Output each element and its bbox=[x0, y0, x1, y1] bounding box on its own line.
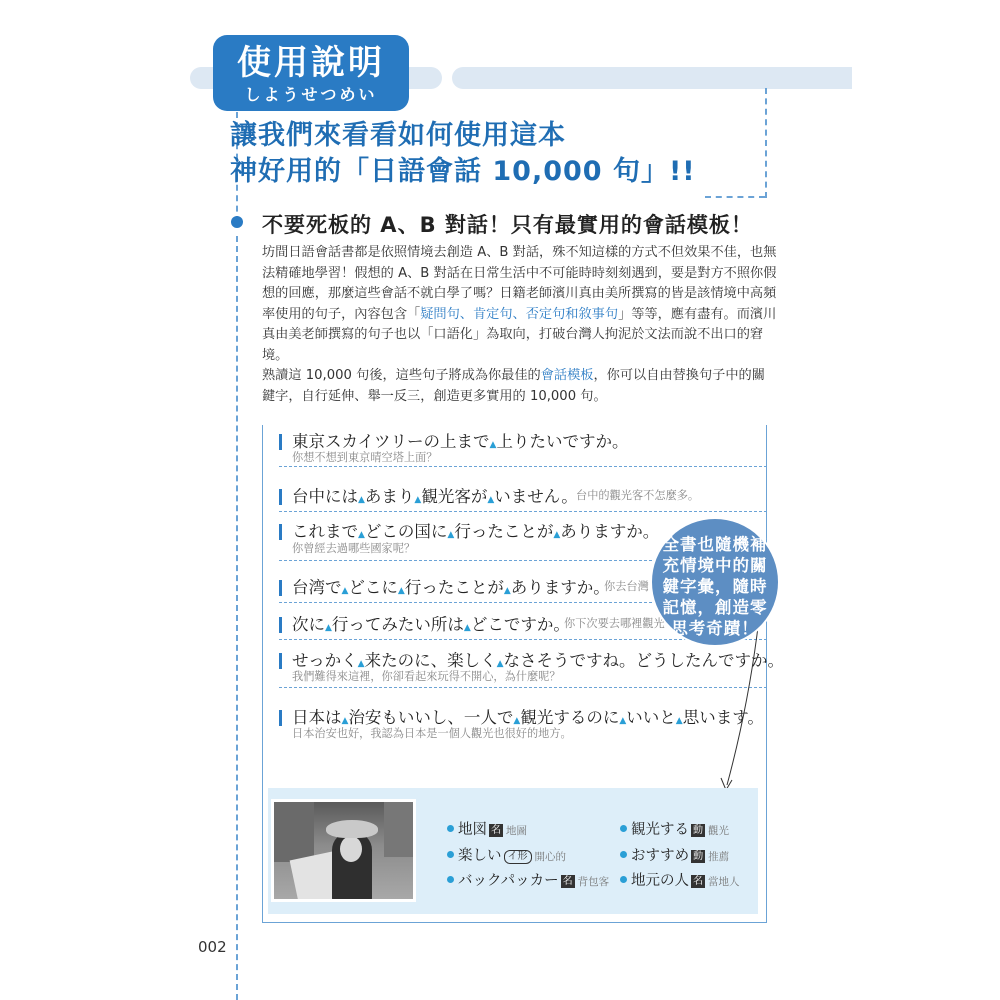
example-row bbox=[279, 428, 767, 468]
row-marker bbox=[279, 617, 282, 633]
deco-dashed-line bbox=[765, 88, 767, 198]
vocab-item bbox=[458, 818, 527, 839]
vocab-bullet-icon bbox=[620, 876, 627, 883]
triangle-marker-icon: ▲ bbox=[675, 716, 683, 726]
highlight-text: 疑問句、肯定句、否定句和敘事句 bbox=[420, 306, 619, 322]
triangle-marker-icon: ▲ bbox=[341, 716, 349, 726]
vocab-word: 観光する bbox=[631, 822, 689, 838]
vocab-word: 地元の人 bbox=[631, 873, 689, 889]
triangle-marker-icon: ▲ bbox=[447, 530, 455, 540]
paragraph-text: 坊間日語會話書都是依照情境去創造 A、B 對話，殊不知這樣的方式不但效果不佳，也無法精確地學習！假想的 A、B 對話在日常生活中不可能時時刻刻遇到，要是對方不照你假想的回應，那麼這些會話不就白學了嗎？日籍老師濱川真由美所撰寫的皆是該情境中高頻率使用的句子，內容包含「 bbox=[262, 245, 777, 322]
vocab-bullet-icon bbox=[447, 825, 454, 832]
vocab-bullet-icon bbox=[620, 825, 627, 832]
header-bar-right bbox=[452, 67, 852, 89]
paragraph-2 bbox=[262, 366, 777, 407]
vocab-item bbox=[631, 844, 729, 865]
pos-tag: 名 bbox=[491, 825, 501, 836]
example-zh: 台中的觀光客不怎麼多。 bbox=[576, 489, 700, 502]
paragraph-text: ，你可以自由替換句子中的關鍵字，自行延伸、舉一反三，創造更多實用的 10,000 句。 bbox=[262, 368, 765, 404]
example-jp: 次に▲行ってみたい所は▲どこですか。 bbox=[292, 615, 570, 634]
vocab-word: バックパッカー bbox=[458, 873, 559, 889]
example-jp: せっかく▲来たのに、楽しく▲なさそうですね。どうしたんですか。 bbox=[292, 651, 785, 670]
row-divider bbox=[279, 466, 767, 467]
page-subtitle: しようせつめい bbox=[244, 85, 378, 104]
example-zh: 你曾經去過哪些國家呢？ bbox=[292, 542, 416, 555]
row-marker bbox=[279, 434, 282, 450]
headline-line-1: 讓我們來看看如何使用這本 bbox=[230, 120, 566, 151]
vocab-item bbox=[631, 869, 740, 890]
vocab-bullet-icon bbox=[447, 851, 454, 858]
paragraph-text: 」等等，應有盡有。而濱川真由美老師撰寫的句子也以「口語化」為取向，打破台灣人拘泥於文法而說不出口的窘境。 bbox=[262, 306, 777, 363]
paragraph-1 bbox=[262, 243, 777, 366]
example-row bbox=[279, 704, 767, 744]
row-marker bbox=[279, 653, 282, 669]
vocab-gloss: 推薦 bbox=[708, 851, 730, 863]
bubble-line: 思考奇蹟！ bbox=[671, 619, 759, 638]
row-marker bbox=[279, 710, 282, 726]
page-title: 使用說明 bbox=[237, 43, 385, 83]
vocab-word: おすすめ bbox=[631, 848, 690, 864]
vocab-word: 楽しい bbox=[458, 848, 502, 864]
pos-tag: 名 bbox=[693, 876, 703, 887]
example-jp: 東京スカイツリーの上まで▲上りたいですか。 bbox=[292, 432, 629, 451]
bubble-line: 記憶，創造零 bbox=[662, 598, 768, 617]
triangle-marker-icon: ▲ bbox=[496, 659, 504, 669]
row-marker bbox=[279, 489, 282, 505]
example-row bbox=[279, 483, 767, 513]
vocab-item bbox=[631, 818, 729, 839]
triangle-marker-icon: ▲ bbox=[487, 495, 495, 505]
body-text bbox=[262, 243, 777, 407]
traveler-photo bbox=[271, 799, 416, 902]
example-jp: 日本は▲治安もいいし、一人で▲観光するのに▲いいと▲思います。 bbox=[292, 708, 764, 727]
bubble-line: 充情境中的關 bbox=[662, 556, 768, 575]
triangle-marker-icon: ▲ bbox=[513, 716, 521, 726]
triangle-marker-icon: ▲ bbox=[503, 586, 511, 596]
vocab-item bbox=[458, 844, 566, 865]
example-zh: 我們難得來這裡，你卻看起來玩得不開心，為什麼呢？ bbox=[292, 670, 561, 683]
triangle-marker-icon: ▲ bbox=[619, 716, 627, 726]
pos-tag: 名 bbox=[562, 876, 573, 887]
row-marker bbox=[279, 524, 282, 540]
bullet-dot-icon bbox=[231, 216, 243, 228]
triangle-marker-icon: ▲ bbox=[341, 586, 349, 596]
vocab-bullet-icon bbox=[620, 851, 627, 858]
page-number: 002 bbox=[198, 938, 227, 956]
example-zh: 你想不想到東京晴空塔上面？ bbox=[292, 451, 438, 464]
tip-bubble bbox=[650, 517, 780, 647]
example-jp: 台湾で▲どこに▲行ったことが▲ありますか。 bbox=[292, 578, 610, 597]
vocab-gloss: 背包客 bbox=[577, 876, 610, 888]
deco-dashed-line bbox=[236, 236, 238, 1000]
triangle-marker-icon: ▲ bbox=[553, 530, 561, 540]
triangle-marker-icon: ▲ bbox=[325, 623, 332, 633]
pos-tag: イ形 bbox=[504, 850, 532, 864]
vocab-gloss: 開心的 bbox=[534, 851, 566, 863]
row-divider bbox=[279, 511, 767, 512]
triangle-marker-icon: ▲ bbox=[358, 530, 365, 540]
vocab-item bbox=[458, 869, 609, 890]
vocab-bullet-icon bbox=[447, 876, 454, 883]
bubble-line: 鍵字彙，隨時 bbox=[662, 577, 768, 596]
bubble-line: 全書也隨機補 bbox=[662, 535, 768, 554]
example-zh: 你下次要去哪裡觀光 bbox=[564, 617, 665, 630]
example-row bbox=[279, 647, 785, 689]
vocab-gloss: 當地人 bbox=[708, 876, 740, 888]
example-jp: これまで▲どこの国に▲行ったことが▲ありますか。 bbox=[292, 522, 660, 541]
row-marker bbox=[279, 580, 282, 596]
vocab-word: 地図 bbox=[458, 822, 487, 838]
paragraph-text: 熟讀這 10,000 句後，這些句子將成為你最佳的 bbox=[262, 368, 541, 383]
vocab-gloss: 觀光 bbox=[708, 825, 729, 837]
deco-dashed-line bbox=[705, 196, 765, 198]
example-zh: 日本治安也好，我認為日本是一個人觀光也很好的地方。 bbox=[292, 727, 572, 740]
headline-line-2: 神好用的「日語會話 10,000 句」!! bbox=[230, 156, 696, 187]
example-jp: 台中には▲あまり▲観光客が▲いません。 bbox=[292, 487, 578, 506]
headline bbox=[230, 118, 696, 190]
triangle-marker-icon: ▲ bbox=[397, 586, 405, 596]
row-divider bbox=[279, 687, 767, 688]
triangle-marker-icon: ▲ bbox=[463, 623, 471, 633]
triangle-marker-icon: ▲ bbox=[489, 440, 497, 450]
triangle-marker-icon: ▲ bbox=[358, 495, 365, 505]
triangle-marker-icon: ▲ bbox=[357, 659, 365, 669]
triangle-marker-icon: ▲ bbox=[414, 495, 422, 505]
title-badge bbox=[213, 35, 409, 111]
pos-tag: 動 bbox=[693, 851, 704, 862]
vocab-gloss: 地圖 bbox=[506, 825, 527, 837]
example-zh: 你去台灣 bbox=[604, 580, 649, 593]
highlight-text: 會話模板 bbox=[540, 368, 594, 383]
pos-tag: 動 bbox=[693, 825, 703, 836]
section-title: 不要死板的 A、B 對話！只有最實用的會話模板！ bbox=[262, 213, 753, 237]
